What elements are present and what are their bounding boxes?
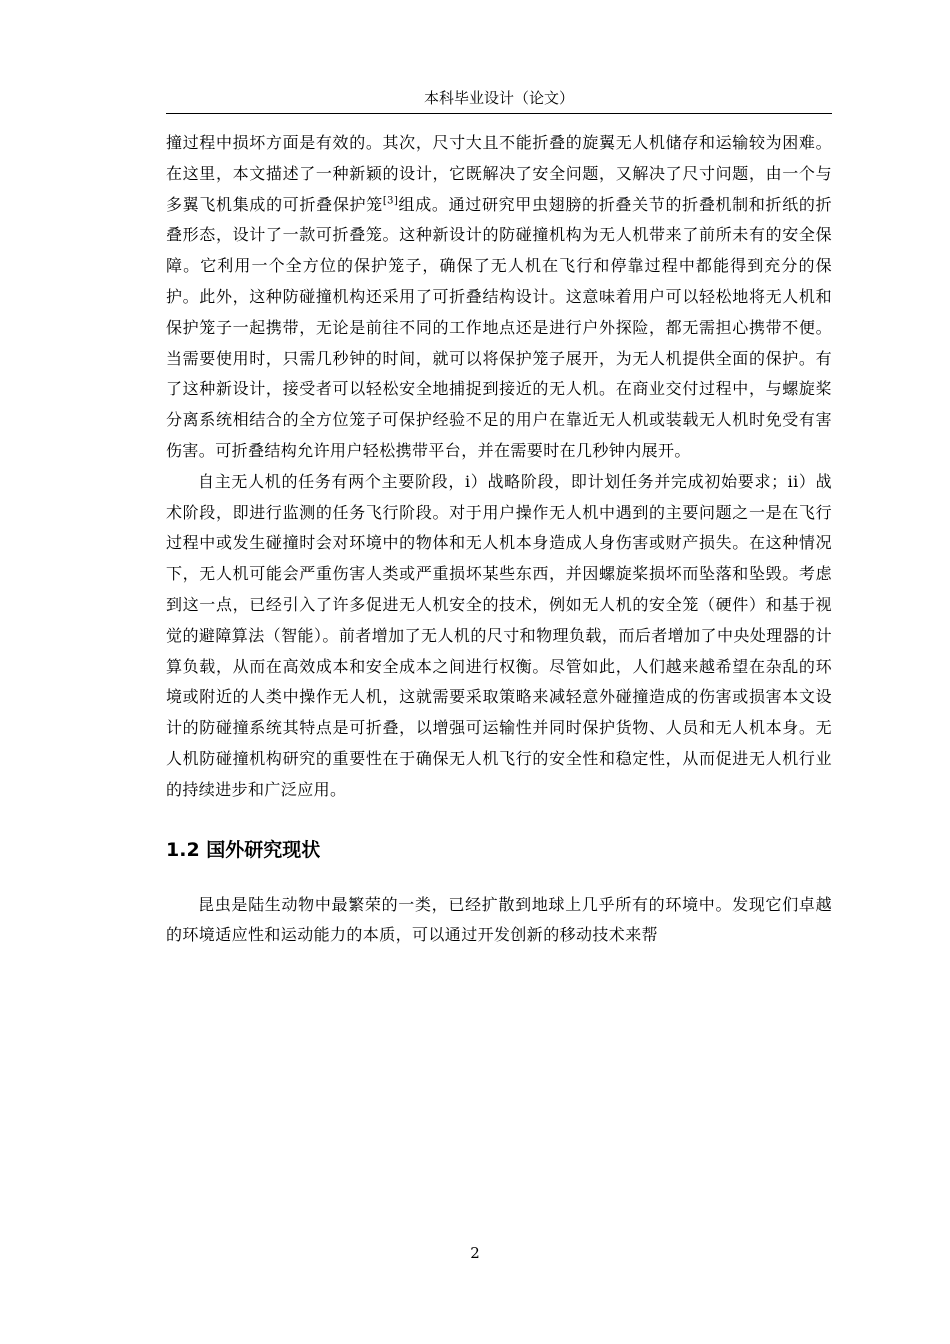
paragraph-2: 自主无人机的任务有两个主要阶段，i）战略阶段，即计划任务并完成初始要求；ii）战术阶段，即进行监测的任务飞行阶段。对于用户操作无人机中遇到的主要问题之一是在飞行过程中或发生碰撞时会对环境中的物体和无人机本身造成人身伤害或财产损失。在这种情况下，无人机可能会严重伤害人类或严重损坏某些东西，并因螺旋桨损坏而坠落和坠毁。考虑到这一点，已经引入了许多促进无人机安全的技术，例如无人机的安全笼（硬件）和基于视觉的避障算法（智能）。前者增加了无人机的尺寸和物理负载，而后者增加了中央处理器的计算负载，从而在高效成本和安全成本之间进行权衡。尽管如此，人们越来越希望在杂乱的环境或附近的人类中操作无人机，这就需要采取策略来减轻意外碰撞造成的伤害或损害本文设计的防碰撞系统其特点是可折叠，以增强可运输性并同时保护货物、人员和无人机本身。无人机防碰撞机构研究的重要性在于确保无人机飞行的安全性和稳定性，从而促进无人机行业的持续进步和广泛应用。 xyxy=(166,471,832,799)
body-text xyxy=(166,128,832,951)
header-divider xyxy=(166,113,832,114)
paragraph-1 xyxy=(166,128,832,467)
section-heading: 1.2 国外研究现状 xyxy=(166,838,321,861)
citation-ref: [3] xyxy=(382,195,399,207)
page-number: 2 xyxy=(470,1244,480,1262)
paragraph-1-part-a: 撞过程中损坏方面是有效的。其次，尺寸大且不能折叠的旋翼无人机储存和运输较为困难。在这里，本文描述了一种新颖的设计，它既解决了安全问题，又解决了尺寸问题，由一个与多翼飞机集成的可折叠保护笼 xyxy=(166,133,832,214)
paragraph-1-part-b: 组成。通过研究甲虫翅膀的折叠关节的折叠机制和折纸的折叠形态，设计了一款可折叠笼。这种新设计的防碰撞机构为无人机带来了前所未有的安全保障。它利用一个全方位的保护笼子，确保了无人机在飞行和停靠过程中都能得到充分的保护。此外，这种防碰撞机构还采用了可折叠结构设计。这意味着用户可以轻松地将无人机和保护笼子一起携带，无论是前往不同的工作地点还是进行户外探险，都无需担心携带不便。当需要使用时，只需几秒钟的时间，就可以将保护笼子展开，为无人机提供全面的保护。有了这种新设计，接受者可以轻松安全地捕捉到接近的无人机。在商业交付过程中，与螺旋桨分离系统相结合的全方位笼子可保护经验不足的用户在靠近无人机或装载无人机时免受有害伤害。可折叠结构允许用户轻松携带平台，并在需要时在几秒钟内展开。 xyxy=(166,194,832,460)
paragraph-3: 昆虫是陆生动物中最繁荣的一类，已经扩散到地球上几乎所有的环境中。发现它们卓越的环境适应性和运动能力的本质，可以通过开发创新的移动技术来帮 xyxy=(166,894,832,945)
running-header: 本科毕业设计（论文） xyxy=(423,89,574,107)
